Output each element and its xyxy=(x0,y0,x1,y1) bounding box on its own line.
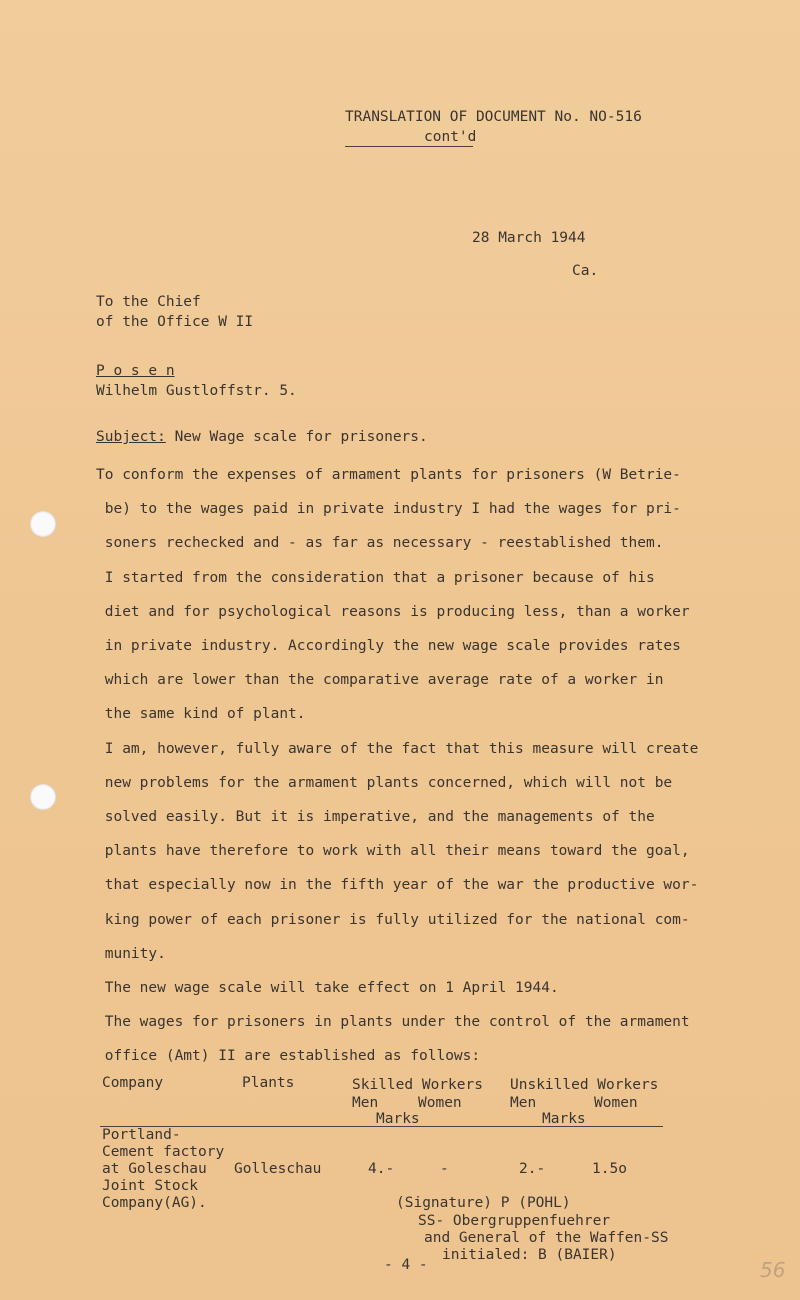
addressee-line-1: To the Chief xyxy=(96,294,201,310)
body-line: munity. xyxy=(96,946,166,962)
body-line: plants have therefore to work with all their means toward the goal, xyxy=(96,843,690,859)
table-cell-skilled-women: - xyxy=(440,1161,449,1177)
signature-line-4: initialed: B (BAIER) xyxy=(442,1247,617,1263)
table-header-unskilled-women: Women xyxy=(594,1095,638,1111)
body-line: The new wage scale will take effect on 1 April 1944. xyxy=(96,980,559,996)
body-line: solved easily. But it is imperative, and the managements of the xyxy=(96,809,655,825)
body-line: king power of each prisoner is fully utilized for the national com- xyxy=(96,912,690,928)
punch-hole xyxy=(30,511,56,537)
table-header-marks-skilled: Marks xyxy=(376,1111,420,1127)
subject-label: Subject: xyxy=(96,429,166,445)
document-title: TRANSLATION OF DOCUMENT No. NO-516 xyxy=(345,109,642,125)
body-line: new problems for the armament plants concerned, which will not be xyxy=(96,775,673,791)
addressee-street: Wilhelm Gustloffstr. 5. xyxy=(96,383,297,399)
signature-line-1: (Signature) P (POHL) xyxy=(396,1195,571,1211)
subject-line xyxy=(96,430,428,445)
letter-reference: Ca. xyxy=(572,263,599,279)
title-underline xyxy=(345,146,473,147)
body-line: office (Amt) II are established as follows: xyxy=(96,1048,481,1064)
body-line: The wages for prisoners in plants under the control of the armament xyxy=(96,1014,690,1030)
table-cell-unskilled-men: 2.- xyxy=(519,1161,546,1177)
table-cell-company: Portland- xyxy=(102,1127,181,1143)
table-header-marks-unskilled: Marks xyxy=(542,1111,586,1127)
body-line: soners rechecked and - as far as necessary - reestablished them. xyxy=(96,535,664,551)
table-header-company: Company xyxy=(102,1075,164,1091)
table-header-rule xyxy=(100,1126,663,1127)
body-line: the same kind of plant. xyxy=(96,706,306,722)
body-line: in private industry. Accordingly the new wage scale provides rates xyxy=(96,638,681,654)
page-number: - 4 - xyxy=(384,1257,428,1273)
body-line: I am, however, fully aware of the fact that this measure will create xyxy=(96,741,699,757)
table-header-plants: Plants xyxy=(242,1075,295,1091)
body-line: I started from the consideration that a prisoner because of his xyxy=(96,570,655,586)
document-contd: cont'd xyxy=(424,129,477,145)
table-header-skilled: Skilled Workers xyxy=(352,1077,483,1093)
table-header-skilled-men: Men xyxy=(352,1095,379,1111)
table-cell-unskilled-women: 1.5o xyxy=(592,1161,627,1177)
signature-line-3: and General of the Waffen-SS xyxy=(424,1230,669,1246)
body-line: that especially now in the fifth year of the war the productive wor- xyxy=(96,877,699,893)
body-line: be) to the wages paid in private industry I had the wages for pri- xyxy=(96,501,681,517)
table-cell-company: Joint Stock xyxy=(102,1178,199,1194)
body-line: which are lower than the comparative average rate of a worker in xyxy=(96,672,664,688)
subject-text: New Wage scale for prisoners. xyxy=(165,429,428,445)
table-cell-company: Company(AG). xyxy=(102,1195,207,1211)
signature-line-2: SS- Obergruppenfuehrer xyxy=(418,1213,611,1229)
addressee-city: P o s e n xyxy=(96,363,175,379)
table-cell-company: Cement factory xyxy=(102,1144,225,1160)
body-line: To conform the expenses of armament plants for prisoners (W Betrie- xyxy=(96,467,681,483)
table-header-skilled-women: Women xyxy=(418,1095,462,1111)
letter-date: 28 March 1944 xyxy=(472,230,586,246)
table-header-unskilled-men: Men xyxy=(510,1095,537,1111)
table-cell-company: at Goleschau xyxy=(102,1161,207,1177)
table-cell-skilled-men: 4.- xyxy=(368,1161,395,1177)
punch-hole xyxy=(30,784,56,810)
pencil-page-number: 56 xyxy=(760,1258,786,1282)
table-cell-plant: Golleschau xyxy=(234,1161,322,1177)
body-line: diet and for psychological reasons is producing less, than a worker xyxy=(96,604,690,620)
table-header-unskilled: Unskilled Workers xyxy=(510,1077,659,1093)
addressee-line-2: of the Office W II xyxy=(96,314,254,330)
